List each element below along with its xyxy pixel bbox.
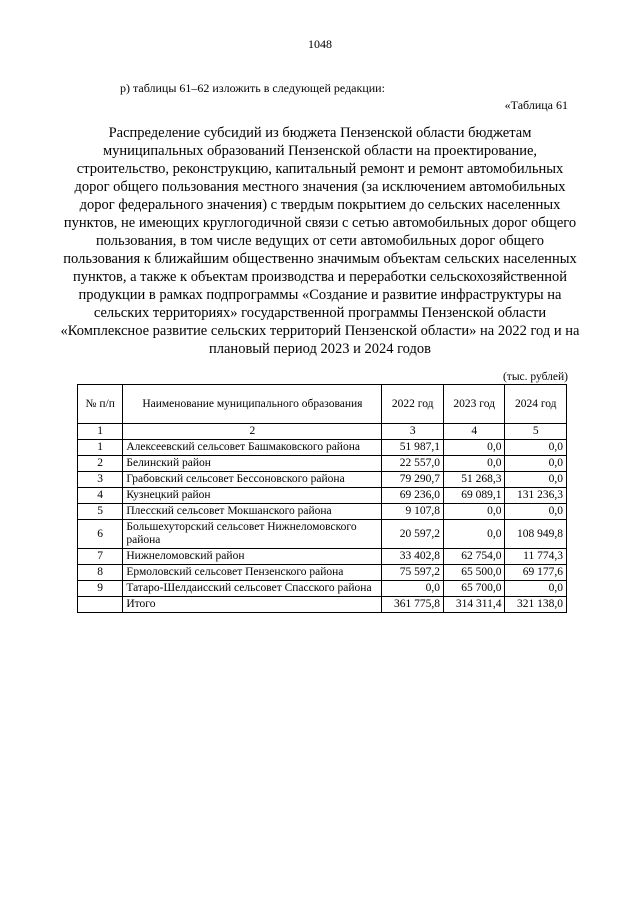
cell-name: Большехуторский сельсовет Нижнеломовского района [123,520,382,549]
cell-2024: 0,0 [505,456,567,472]
cell-no: 8 [78,565,123,581]
cell-2023: 0,0 [443,504,505,520]
table-row [78,488,567,504]
cell-2024: 0,0 [505,504,567,520]
total-row [78,597,567,613]
cell-2023: 65 500,0 [443,565,505,581]
cell-2022: 79 290,7 [382,472,444,488]
cell-2022: 20 597,2 [382,520,444,549]
cell-2022: 51 987,1 [382,440,444,456]
header-2022: 2022 год [382,385,444,424]
cell-name: Ермоловский сельсовет Пензенского района [123,565,382,581]
cell-name: Грабовский сельсовет Бессоновского района [123,472,382,488]
table-body [78,440,567,613]
cell-2022: 33 402,8 [382,549,444,565]
index-cell: 4 [443,424,505,440]
cell-2023: 0,0 [443,440,505,456]
unit-label: (тыс. рублей) [502,371,568,383]
page-number: 1048 [308,37,332,51]
table-row [78,520,567,549]
cell-2022: 9 107,8 [382,504,444,520]
cell-name: Нижнеломовский район [123,549,382,565]
table-row [78,440,567,456]
index-cell: 2 [123,424,382,440]
total-2022: 361 775,8 [382,597,444,613]
intro-text: р) таблицы 61–62 изложить в следующей редакции: [120,81,385,95]
cell-2022: 0,0 [382,581,444,597]
cell-2023: 69 089,1 [443,488,505,504]
cell-2022: 69 236,0 [382,488,444,504]
cell-2023: 0,0 [443,520,505,549]
total-no [78,597,123,613]
index-cell: 3 [382,424,444,440]
table-row [78,549,567,565]
table-row [78,565,567,581]
index-cell: 5 [505,424,567,440]
document-title: Распределение субсидий из бюджета Пензенской области бюджетам муниципальных образований Пензенской области на проектирование, строительство, реконструкцию, капитальный ремонт и ремонт автомобильных дорог общего пользования местного значения (за исключением автомобильных дорог федерального значения) с твердым покрытием до сельских населенных пунктов, не имеющих круглогодичной связи с сетью автомобильных дорог общего пользования, в том числе ведущих от сети автомобильных дорог общего пользования к ближайшим общественно значимым объектам сельских населенных пунктов, а также к объектам производства и переработки сельскохозяйственной продукции в рамках подпрограммы «Создание и развитие инфраструктуры на сельских территориях» государственной программы Пензенской области «Комплексное развитие сельских территорий Пензенской области» на 2022 год и на плановый период 2023 и 2024 годов [60,125,580,357]
header-no: № п/п [78,385,123,424]
cell-2023: 62 754,0 [443,549,505,565]
total-2024: 321 138,0 [505,597,567,613]
table-row [78,581,567,597]
cell-2024: 108 949,8 [505,520,567,549]
cell-no: 9 [78,581,123,597]
cell-no: 3 [78,472,123,488]
table-reference: «Таблица 61 [504,98,568,112]
header-2024: 2024 год [505,385,567,424]
cell-2023: 0,0 [443,456,505,472]
cell-no: 2 [78,456,123,472]
cell-name: Белинский район [123,456,382,472]
table-row [78,472,567,488]
cell-2023: 65 700,0 [443,581,505,597]
table-row [78,456,567,472]
cell-no: 6 [78,520,123,549]
cell-no: 7 [78,549,123,565]
cell-name: Кузнецкий район [123,488,382,504]
cell-2024: 11 774,3 [505,549,567,565]
header-2023: 2023 год [443,385,505,424]
cell-2024: 0,0 [505,440,567,456]
table-row [78,504,567,520]
table-header-row [78,385,567,424]
cell-2024: 131 236,3 [505,488,567,504]
cell-2023: 51 268,3 [443,472,505,488]
cell-no: 4 [78,488,123,504]
cell-name: Татаро-Шелдаисский сельсовет Спасского района [123,581,382,597]
column-index-row [78,424,567,440]
cell-2022: 75 597,2 [382,565,444,581]
total-2023: 314 311,4 [443,597,505,613]
cell-2024: 69 177,6 [505,565,567,581]
cell-2022: 22 557,0 [382,456,444,472]
cell-name: Алексеевский сельсовет Башмаковского района [123,440,382,456]
header-name: Наименование муниципального образования [123,385,382,424]
cell-no: 1 [78,440,123,456]
cell-no: 5 [78,504,123,520]
cell-2024: 0,0 [505,472,567,488]
total-label: Итого [123,597,382,613]
cell-2024: 0,0 [505,581,567,597]
index-cell: 1 [78,424,123,440]
subsidies-table [77,384,567,613]
cell-name: Плесский сельсовет Мокшанского района [123,504,382,520]
